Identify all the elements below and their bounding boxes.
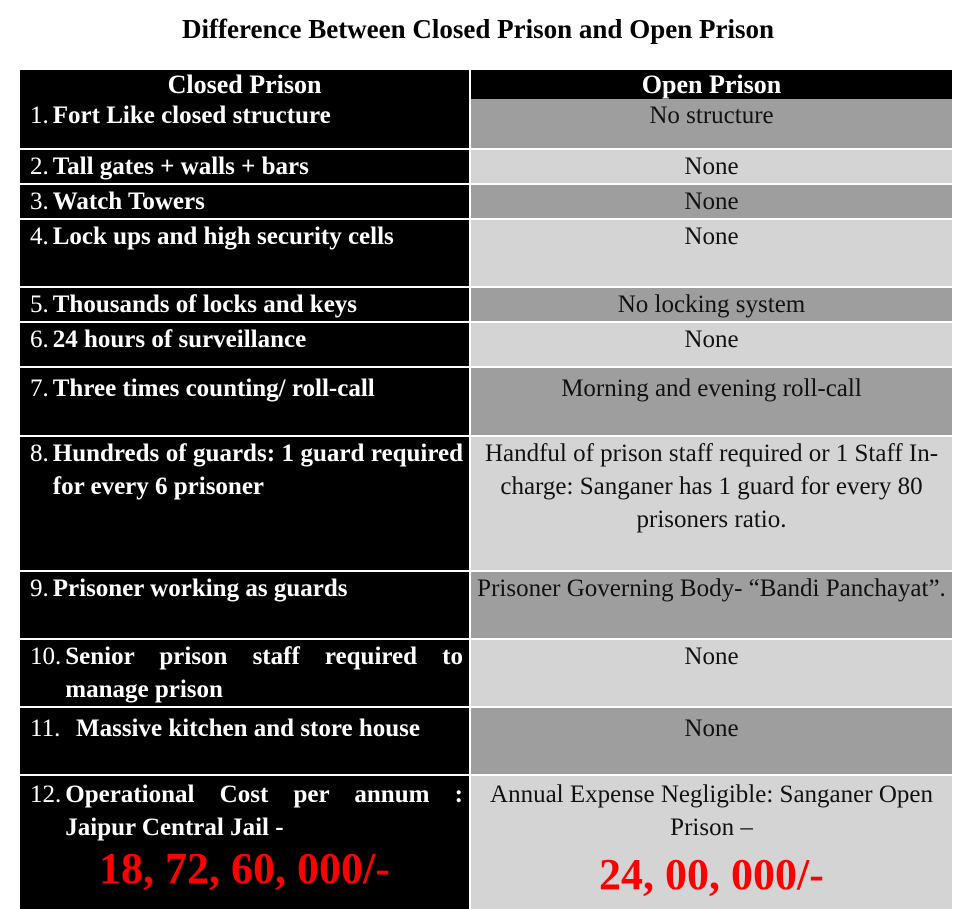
- table-row: [20, 707, 952, 775]
- open-prison-cell: Handful of prison staff required or 1 Staff In-charge: Sanganer has 1 guard for every 80 prisoners ratio.: [470, 436, 952, 571]
- table-row: [20, 436, 952, 571]
- row-number: 1.: [30, 102, 49, 129]
- table-row: [20, 219, 952, 287]
- open-prison-cell: No locking system: [470, 287, 952, 322]
- table-header-row: [20, 70, 952, 99]
- table-row: [20, 184, 952, 219]
- open-prison-cell: None: [470, 639, 952, 707]
- table-row: [20, 287, 952, 322]
- row-number: 11.: [30, 715, 61, 742]
- row-number: 3.: [30, 188, 49, 215]
- open-prison-cell: None: [470, 184, 952, 219]
- row-number: 6.: [30, 326, 49, 353]
- row-number: 7.: [30, 375, 49, 402]
- row-number: 10.: [30, 643, 62, 670]
- closed-prison-cell: Tall gates + walls + bars: [52, 153, 309, 180]
- row-number: 2.: [30, 153, 49, 180]
- open-prison-cell: None: [470, 149, 952, 184]
- closed-prison-cell: Lock ups and high security cells: [52, 223, 394, 250]
- closed-prison-cell: Three times counting/ roll-call: [52, 375, 375, 402]
- table-row: [20, 149, 952, 184]
- header-open-prison: Open Prison: [470, 70, 952, 99]
- closed-prison-cell: Thousands of locks and keys: [52, 291, 358, 318]
- table-row: [20, 639, 952, 707]
- table-row: [20, 367, 952, 436]
- row-number: 9.: [30, 575, 49, 602]
- page-title: Difference Between Closed Prison and Open Prison: [182, 14, 774, 44]
- open-prison-cell: Annual Expense Negligible: Sanganer Open Prison –: [490, 781, 933, 841]
- table-row: [20, 322, 952, 367]
- closed-prison-cell: Fort Like closed structure: [52, 102, 331, 129]
- row-number: 5.: [30, 291, 49, 318]
- row-number: 4.: [30, 223, 49, 250]
- closed-prison-cell: Hundreds of guards: 1 guard required for every 6 prisoner: [52, 440, 463, 500]
- table-row: [20, 99, 952, 149]
- open-prison-cell: None: [470, 219, 952, 287]
- closed-prison-cost-amount: 18, 72, 60, 000/-: [99, 844, 390, 893]
- open-prison-cell: No structure: [470, 99, 952, 149]
- closed-prison-cell: Prisoner working as guards: [52, 575, 348, 602]
- open-prison-cell: Morning and evening roll-call: [470, 367, 952, 436]
- open-prison-cell: None: [470, 322, 952, 367]
- closed-prison-cell: Watch Towers: [52, 188, 205, 215]
- closed-prison-cell: Senior prison staff required to manage prison: [65, 643, 463, 703]
- comparison-table: [20, 70, 952, 909]
- open-prison-cost-amount: 24, 00, 000/-: [599, 850, 824, 899]
- closed-prison-cell: Operational Cost per annum : Jaipur Central Jail -: [65, 781, 463, 841]
- table-row: [20, 571, 952, 639]
- open-prison-cell: None: [470, 707, 952, 775]
- row-number: 8.: [30, 440, 49, 467]
- table-row: [20, 775, 952, 909]
- header-closed-prison: Closed Prison: [20, 70, 470, 99]
- closed-prison-cell: Massive kitchen and store house: [76, 715, 421, 742]
- closed-prison-cell: 24 hours of surveillance: [52, 326, 307, 353]
- open-prison-cell: Prisoner Governing Body- “Bandi Panchayat”.: [470, 571, 952, 639]
- row-number: 12.: [30, 781, 62, 808]
